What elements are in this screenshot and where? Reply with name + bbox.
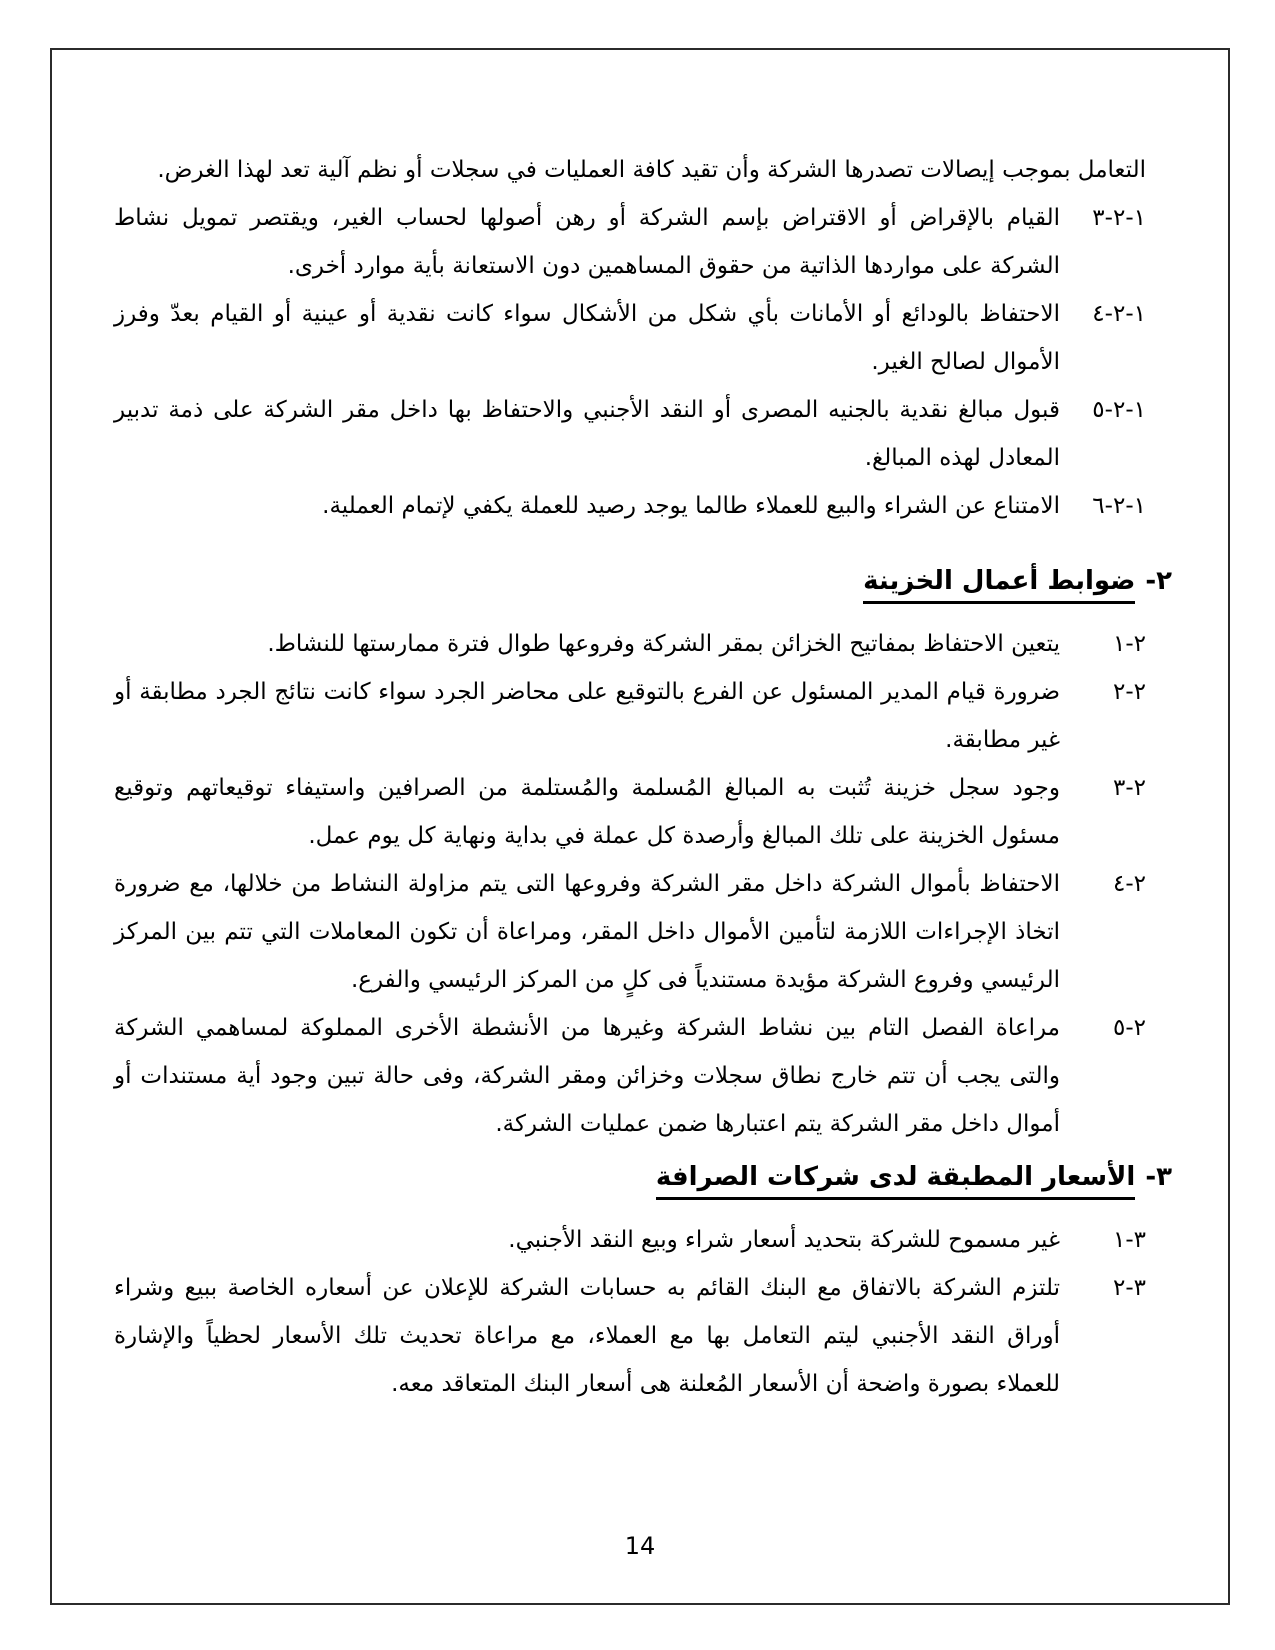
- item-text: الاحتفاظ بأموال الشركة داخل مقر الشركة وفروعها التى يتم مزاولة النشاط من خلالها، مع ضرورة اتخاذ الإجراءات اللازمة لتأمين الأموال داخل المقر، ومراعاة أن تكون المعاملات التي تتم بين المركز الرئيسي وفروع الشركة مؤيدة مستندياً فى كلٍ من المركز الرئيسي والفرع.: [114, 871, 1060, 993]
- list-item-1-2-3: [114, 194, 1146, 290]
- page-number: 14: [624, 1532, 656, 1560]
- item-number: ١-٢-٥: [1092, 397, 1146, 423]
- item-number: ١-٢-٤: [1092, 301, 1146, 327]
- item-number: ٣-١: [1112, 1227, 1146, 1253]
- item-text: الاحتفاظ بالودائع أو الأمانات بأي شكل من الأشكال سواء كانت نقدية أو عينية أو القيام بعدّ وفرز الأموال لصالح الغير.: [114, 301, 1060, 375]
- item-text: الامتناع عن الشراء والبيع للعملاء طالما يوجد رصيد للعملة يكفي لإتمام العملية.: [322, 493, 1060, 519]
- section-2-title: ضوابط أعمال الخزينة: [863, 566, 1135, 604]
- continuation-paragraph: التعامل بموجب إيصالات تصدرها الشركة وأن تقيد كافة العمليات في سجلات أو نظم آلية تعد لهذا الغرض.: [157, 157, 1146, 183]
- item-number: ٢-٤: [1112, 871, 1146, 897]
- item-number: ٢-٣: [1112, 775, 1146, 801]
- item-number: ٢-٥: [1112, 1015, 1146, 1041]
- list-item-3-2: [114, 1264, 1146, 1408]
- section-3-title: الأسعار المطبقة لدى شركات الصرافة: [656, 1162, 1136, 1200]
- item-number: ٢-٢: [1112, 679, 1146, 705]
- item-number: ٢-١: [1112, 631, 1146, 657]
- list-item-1-2-5: [114, 386, 1146, 482]
- item-number: ١-٢-٦: [1092, 493, 1146, 519]
- page-border-frame: [50, 48, 1230, 1605]
- item-text: يتعين الاحتفاظ بمفاتيح الخزائن بمقر الشركة وفروعها طوال فترة ممارستها للنشاط.: [267, 631, 1060, 657]
- list-item-2-3: [114, 764, 1146, 860]
- item-text: ضرورة قيام المدير المسئول عن الفرع بالتوقيع على محاضر الجرد سواء كانت نتائج الجرد مطابقة أو غير مطابقة.: [114, 679, 1060, 753]
- item-text: القيام بالإقراض أو الاقتراض بإسم الشركة أو رهن أصولها لحساب الغير، ويقتصر تمويل نشاط الشركة على مواردها الذاتية من حقوق المساهمين دون الاستعانة بأية موارد أخرى.: [114, 205, 1060, 279]
- list-item-1-2-6: [114, 482, 1146, 530]
- list-item-2-1: [114, 620, 1146, 668]
- list-item-2-5: [114, 1004, 1146, 1148]
- page-content: [114, 146, 1172, 1408]
- item-text: مراعاة الفصل التام بين نشاط الشركة وغيرها من الأنشطة الأخرى المملوكة لمساهمي الشركة والتى يجب أن تتم خارج نطاق سجلات وخزائن ومقر الشركة، وفى حالة تبين وجود أية مستندات أو أموال داخل مقر الشركة يتم اعتبارها ضمن عمليات الشركة.: [114, 1015, 1060, 1137]
- item-text: وجود سجل خزينة تُثبت به المبالغ المُسلمة والمُستلمة من الصرافين واستيفاء توقيعاتهم وتوقيع مسئول الخزينة على تلك المبالغ وأرصدة كل عملة في بداية ونهاية كل يوم عمل.: [114, 775, 1060, 849]
- item-number: ٣-٢: [1112, 1275, 1146, 1301]
- list-item-2-2: [114, 668, 1146, 764]
- list-item-1-2-4: [114, 290, 1146, 386]
- section-3-number: ٣-: [1145, 1162, 1172, 1192]
- section-3-heading: [114, 1152, 1172, 1202]
- section-2-heading: [114, 556, 1172, 606]
- item-number: ١-٢-٣: [1092, 205, 1146, 231]
- item-text: غير مسموح للشركة بتحديد أسعار شراء وبيع النقد الأجنبي.: [508, 1227, 1060, 1253]
- list-item-3-1: [114, 1216, 1146, 1264]
- section-2-number: ٢-: [1145, 566, 1172, 596]
- item-text: قبول مبالغ نقدية بالجنيه المصرى أو النقد الأجنبي والاحتفاظ بها داخل مقر الشركة على ذمة تدبير المعادل لهذه المبالغ.: [114, 397, 1060, 471]
- list-item-2-4: [114, 860, 1146, 1004]
- item-text: تلتزم الشركة بالاتفاق مع البنك القائم به حسابات الشركة للإعلان عن أسعاره الخاصة ببيع وشراء أوراق النقد الأجنبي ليتم التعامل بها مع العملاء، مع مراعاة تحديث تلك الأسعار لحظياً والإشارة للعملاء بصورة واضحة أن الأسعار المُعلنة هى أسعار البنك المتعاقد معه.: [114, 1275, 1060, 1397]
